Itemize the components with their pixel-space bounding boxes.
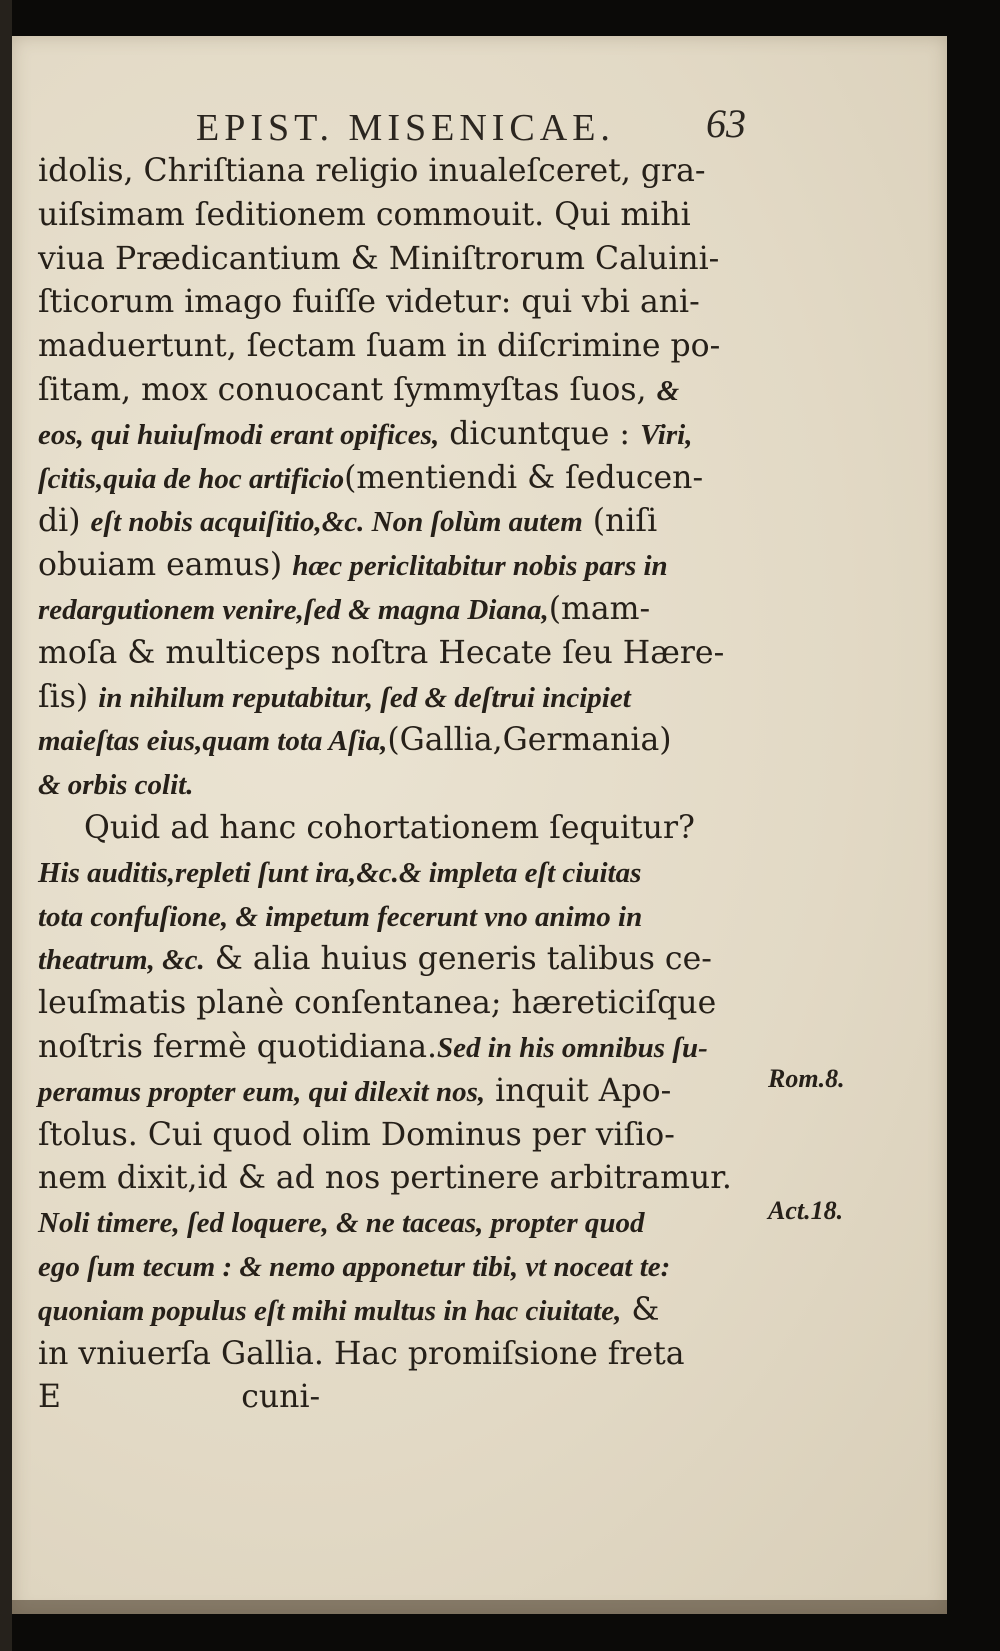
roman-span: leuſmatis planè conſentanea; hæreticiſque (38, 985, 717, 1022)
text-line (38, 851, 758, 895)
roman-span: (niſi (582, 503, 658, 540)
roman-span: inquit Apo- (485, 1072, 672, 1109)
roman-span: (mam- (548, 590, 651, 627)
roman-span: moſa & multiceps noſtra Hecate ſeu Hære- (38, 634, 725, 671)
text-line (38, 457, 758, 501)
roman-span: (Gallia,Germania) (387, 722, 672, 759)
italic-span: ſcitis,quia de hoc artificio (38, 462, 345, 495)
roman-span: ſtolus. Cui quod olim Dominus per viſio- (38, 1116, 675, 1153)
italic-span: ego ſum tecum : & nemo apponetur tibi, vt noceat te: (38, 1250, 671, 1283)
italic-span: Sed in his omnibus ſu- (437, 1031, 708, 1064)
italic-span: & (656, 374, 680, 407)
roman-span: Quid ad hanc cohortationem ſequitur? (84, 809, 695, 846)
text-line (38, 1070, 758, 1114)
text-line (38, 1245, 758, 1289)
text-line (38, 544, 758, 588)
text-line (38, 238, 758, 282)
text-line (38, 369, 758, 413)
italic-span: His auditis,repleti ſunt ira,&c.& impleta eſt ciuitas (38, 856, 642, 889)
roman-span: viua Prædicantium & Miniſtrorum Caluini- (38, 240, 720, 277)
roman-span: E cuni- (38, 1379, 321, 1416)
text-line (38, 194, 758, 238)
page-number: 63 (706, 101, 746, 146)
italic-span: quoniam populus eſt mihi multus in hac ciuitate, (38, 1294, 622, 1327)
text-line (38, 632, 758, 676)
roman-span: di) (38, 503, 91, 540)
roman-span: ſticorum imago fuiſſe videtur: qui vbi ani- (38, 284, 700, 321)
roman-span: & (621, 1291, 660, 1328)
text-line (38, 676, 758, 720)
italic-span: hæc periclitabitur nobis pars in (292, 550, 668, 583)
text-line (38, 588, 758, 632)
text-line (38, 1333, 758, 1377)
text-line (38, 325, 758, 369)
italic-span: tota confuſione, & impetum fecerunt vno animo in (38, 900, 643, 933)
roman-span: dicuntque : (439, 415, 641, 452)
text-line (38, 1157, 758, 1201)
italic-span: theatrum, &c. (38, 944, 205, 977)
text-line (38, 1026, 758, 1070)
italic-span: in nihilum reputabitur, ſed & deſtrui incipiet (98, 681, 631, 714)
italic-span: & orbis colit. (38, 769, 194, 802)
text-line (38, 281, 758, 325)
roman-span: uiſsimam ſeditionem commouit. Qui mihi (38, 196, 691, 233)
text-line (38, 982, 758, 1026)
italic-span: eſt nobis acquiſitio,&c. Non ſolùm autem (90, 506, 583, 539)
text-line (38, 1376, 758, 1420)
roman-span: & alia huius generis talibus ce- (204, 941, 712, 978)
roman-span: nem dixit,id & ad nos pertinere arbitramur. (38, 1160, 732, 1197)
book-spine (0, 0, 12, 1651)
italic-span: maieſtas eius,quam tota Aſia, (38, 725, 388, 758)
roman-span: (mentiendi & ſeducen- (344, 459, 704, 496)
text-line (38, 938, 758, 982)
text-line (38, 1289, 758, 1333)
text-line (38, 1201, 758, 1245)
roman-span: ſitam, mox conuocant ſymmyſtas ſuos, (38, 371, 657, 408)
text-line (38, 413, 758, 457)
running-head: EPIST. MISENICAE. (196, 107, 615, 149)
text-line (38, 500, 758, 544)
italic-span: Noli timere, ſed loquere, & ne taceas, propter quod (38, 1207, 645, 1240)
body-text (38, 150, 758, 1420)
roman-span: idolis, Chriſtiana religio inualeſceret, gra- (38, 153, 706, 189)
margin-note-act: Act.18. (768, 1196, 844, 1225)
text-line (38, 719, 758, 763)
text-line (38, 895, 758, 939)
text-line (38, 763, 758, 807)
roman-span: noſtris fermè quotidiana. (38, 1028, 438, 1065)
text-line (38, 807, 758, 851)
roman-span: in vniuerſa Gallia. Hac promiſsione freta (38, 1335, 685, 1372)
roman-span: obuiam eamus) (38, 547, 293, 584)
roman-span: maduertunt, ſectam ſuam in diſcrimine po- (38, 328, 721, 365)
italic-span: eos, qui huiuſmodi erant opifices, (38, 418, 440, 451)
italic-span: redargutionem venire,ſed & magna Diana, (38, 593, 549, 626)
text-line (38, 1114, 758, 1158)
italic-span: peramus propter eum, qui dilexit nos, (38, 1075, 486, 1108)
text-line (38, 150, 758, 194)
page-bottom-edge (12, 1600, 947, 1614)
margin-note-rom: Rom.8. (768, 1064, 845, 1093)
roman-span: ſis) (38, 678, 99, 715)
italic-span: Viri, (640, 418, 693, 451)
